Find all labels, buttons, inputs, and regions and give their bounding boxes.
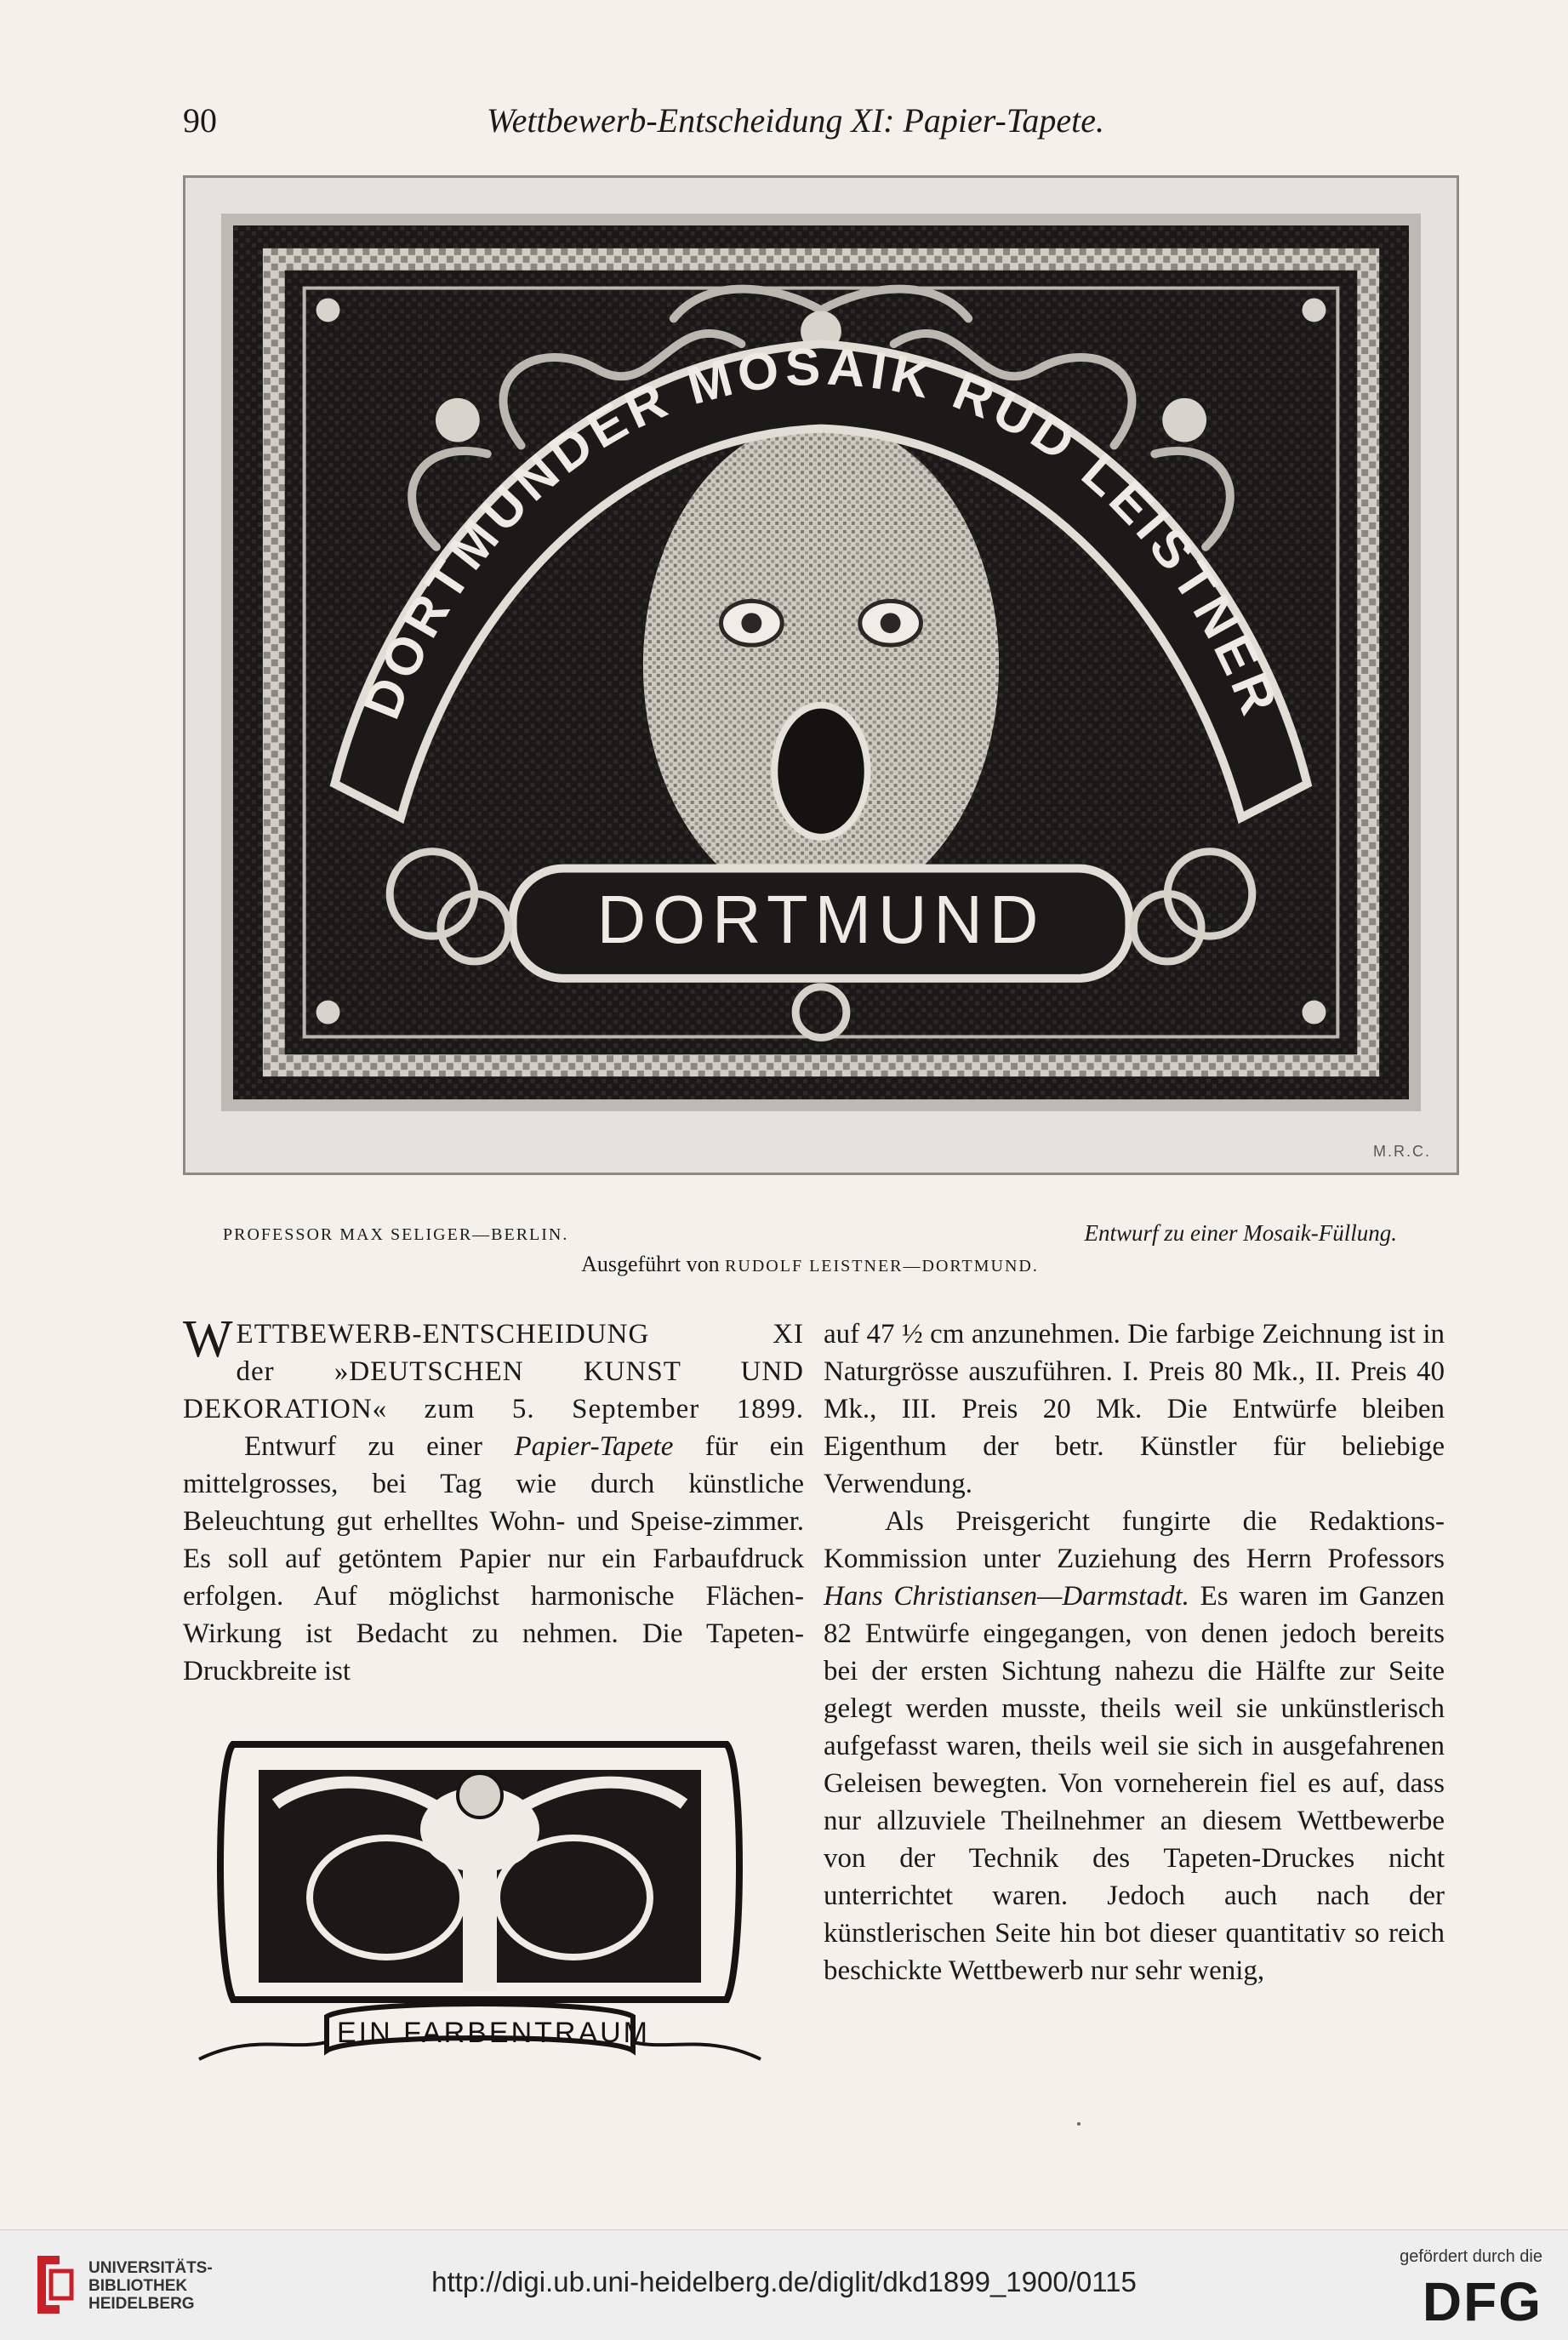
article-heading	[183, 1310, 804, 1368]
footer-bar	[0, 2229, 1568, 2340]
paragraph-1-rest: für ein mittelgrosses, bei Tag wie durch künstliche Beleuchtung gut erhelltes Wohn- und Speise-zimmer. Es soll auf getöntem Papier nur ein Farbaufdruck erfolgen. Auf möglichst harmonische Flächen-Wirkung ist Bedacht zu nehmen. Die Tapeten-Druckbreite ist	[183, 1431, 804, 1687]
library-line-1: UNIVERSITÄTS-	[88, 2259, 213, 2277]
library-line-2: BIBLIOTHEK	[88, 2277, 188, 2295]
mosaic-lettering	[233, 225, 1409, 1099]
heading-line-3: DEKORATION« zum 5. September 1899.	[183, 1394, 804, 1424]
paragraph-1-italic: Papier-Tapete	[514, 1431, 674, 1462]
paragraph-1-prefix: Entwurf zu einer	[244, 1431, 515, 1462]
running-head	[183, 100, 1408, 143]
plate-mark: M.R.C.	[1373, 1143, 1431, 1160]
funding-text: gefördert durch die	[1400, 2247, 1542, 2266]
permalink-url[interactable]: http://digi.ub.uni-heidelberg.de/diglit/dkd1899_1900/0115	[431, 2266, 1137, 2297]
banner-text: DORTMUNDER MOSAIK RUD LEISTNER	[352, 337, 1290, 728]
right-paragraph-2-b: Es waren im Ganzen 82 Entwürfe eingegangen, von denen jedoch bereits bei der ersten Sichtung nahezu die Hälfte zur Seite gelegt werden musste, theils weil sie unkünstlerisch aufgefasst waren, theils weil sie sich in ausgefahrenen Geleisen bewegten. Von vorneherein fiel es auf, dass nur allzuviele Theilnehmer an diesem Wettbewerbe von der Technik des Tapeten-Druckes nicht unterrichtet waren. Jedoch auch nach der künstlerischen Seite hin bot dieser quantitativ so reich beschickte Wettbewerb nur sehr wenig,	[824, 1581, 1445, 1986]
right-paragraph-1: auf 47 ½ cm anzunehmen. Die farbige Zeichnung ist in Naturgrösse auszuführen. I. Preis 80 Mk., II. Preis 40 Mk., III. Preis 20 Mk. Die Entwürfe bleiben Eigenthum der betr. Künstler für beliebige Verwendung.	[824, 1319, 1445, 1499]
mosaic-plate	[183, 175, 1459, 1175]
caption-executed	[223, 1252, 1397, 1277]
caption-executed-name: RUDOLF LEISTNER—DORTMUND.	[725, 1257, 1039, 1276]
right-paragraph-2-a: Als Preisgericht fungirte die Redaktions-Kommission unter Zuziehung des Herrn Professors	[824, 1506, 1445, 1574]
right-paragraph-2	[824, 1503, 1445, 1989]
right-column	[824, 1316, 1445, 1989]
figure-caption	[223, 1220, 1397, 1254]
caption-artist: PROFESSOR MAX SELIGER—BERLIN.	[223, 1225, 569, 1244]
right-paragraph-2-italic: Hans Christiansen—Darmstadt.	[824, 1581, 1189, 1612]
caption-executed-prefix: Ausgeführt von	[581, 1252, 720, 1276]
vignette-label: EIN FARBENTRAUM	[336, 2017, 651, 2049]
svg-text:DORTMUNDER MOSAIK RUD LEISTNER	[352, 337, 1290, 727]
library-line-3: HEIDELBERG	[88, 2295, 195, 2313]
drop-cap: W	[183, 1310, 233, 1368]
left-column	[183, 1310, 804, 1690]
paragraph-1	[183, 1428, 804, 1690]
dfg-logo: DFG	[1422, 2271, 1542, 2332]
caption-title: Entwurf zu einer Mosaik-Füllung.	[1084, 1220, 1397, 1246]
print-dot	[1077, 2122, 1080, 2126]
city-text: DORTMUND	[596, 882, 1046, 958]
heading-line-1: ETTBEWERB-ENTSCHEIDUNG XI	[236, 1319, 804, 1350]
mosaic-panel	[221, 214, 1421, 1111]
running-title: Wettbewerb-Entscheidung XI: Papier-Tapete.	[486, 101, 1105, 140]
heading-line-2: der »DEUTSCHEN KUNST UND	[236, 1356, 804, 1387]
page-number: 90	[183, 101, 217, 140]
vignette-illustration	[182, 1710, 778, 2076]
